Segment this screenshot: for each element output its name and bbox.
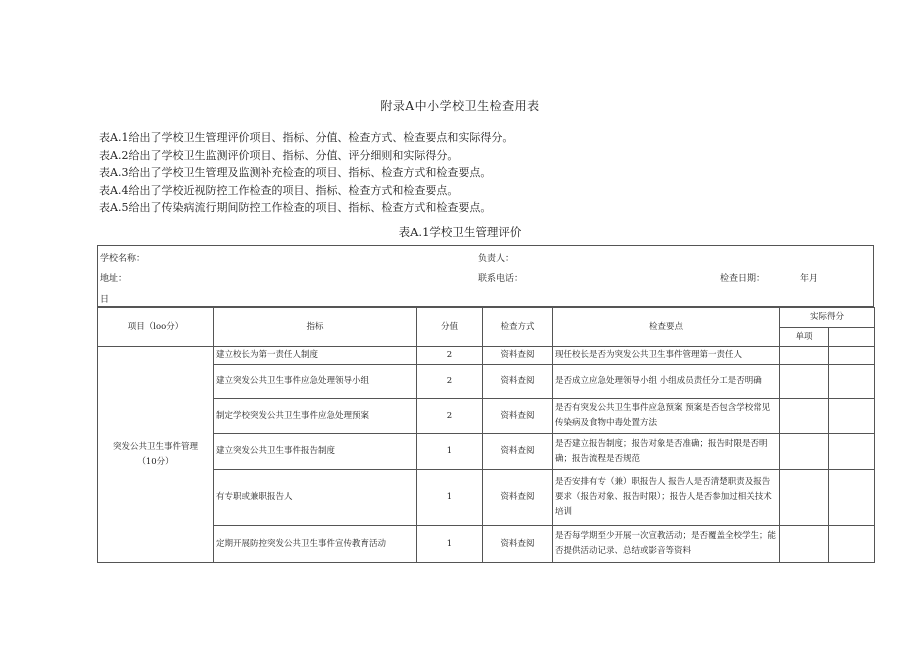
school-name-label: 学校名称： <box>100 254 146 264</box>
header-score: 分值 <box>417 308 483 347</box>
points-cell: 是否每学期至少开展一次宣教活动；是否覆盖全校学生；能否提供活动记录、总结或影音等资料 <box>553 526 780 563</box>
address-label: 地址： <box>100 274 128 284</box>
table-row <box>98 434 875 470</box>
points-cell: 现任校长是否为突发公共卫生事件管理第一责任人 <box>553 347 780 365</box>
method-cell: 资料查阅 <box>483 399 553 434</box>
single-score-cell <box>780 470 829 526</box>
intro-line: 表A.2给出了学校卫生监测评价项目、指标、分值、评分细则和实际得分。 <box>99 148 459 162</box>
group-cell <box>98 347 214 563</box>
table-row <box>98 347 875 365</box>
header-empty <box>829 328 875 347</box>
indicator-cell: 有专职或兼职报告人 <box>214 470 417 526</box>
group-score: （10分） <box>137 456 174 467</box>
table-row <box>98 526 875 563</box>
score-cell: 2 <box>417 347 483 365</box>
header-points: 检查要点 <box>553 308 780 347</box>
total-score-cell <box>829 434 875 470</box>
score-cell: 1 <box>417 434 483 470</box>
school-info-block <box>97 245 874 307</box>
table-title: 表A.1学校卫生管理评价 <box>398 225 522 239</box>
year-month-label: 年月 <box>800 274 819 284</box>
day-label: 日 <box>100 295 110 305</box>
single-score-cell <box>780 399 829 434</box>
header-item: 项目（loo分） <box>98 308 214 347</box>
indicator-cell: 定期开展防控突发公共卫生事件宣传教育活动 <box>214 526 417 563</box>
table-row <box>98 365 875 399</box>
intro-line: 表A.3给出了学校卫生管理及监测补充检查的项目、指标、检查方式和检查要点。 <box>99 166 492 179</box>
method-cell: 资料查阅 <box>483 526 553 563</box>
indicator-cell: 建立校长为第一责任人制度 <box>214 347 417 365</box>
single-score-cell <box>780 365 829 399</box>
indicator-cell: 建立突发公共卫生事件报告制度 <box>214 434 417 470</box>
table-row <box>98 399 875 434</box>
header-single: 单项 <box>780 328 829 347</box>
responsible-person-label: 负责人： <box>478 254 515 264</box>
method-cell: 资料查阅 <box>483 347 553 365</box>
points-cell: 是否建立报告制度；报告对象是否准确；报告时限是否明确；报告流程是否规范 <box>553 434 780 470</box>
phone-label: 联系电话： <box>478 274 524 284</box>
single-score-cell <box>780 434 829 470</box>
total-score-cell <box>829 347 875 365</box>
intro-line: 表A.5给出了传染病流行期间防控工作检查的项目、指标、检查方式和检查要点。 <box>99 201 492 214</box>
score-cell: 2 <box>417 365 483 399</box>
total-score-cell <box>829 470 875 526</box>
method-cell: 资料查阅 <box>483 365 553 399</box>
table-row <box>98 470 875 526</box>
check-date-label: 检查日期： <box>720 274 766 284</box>
single-score-cell <box>780 347 829 365</box>
method-cell: 资料查阅 <box>483 470 553 526</box>
intro-paragraph <box>99 129 859 217</box>
total-score-cell <box>829 365 875 399</box>
points-cell: 是否安排有专（兼）职报告人 报告人是否清楚职责及报告要求（报告对象、报告时限）；报告人是否参加过相关技术培训 <box>553 470 780 526</box>
indicator-cell: 制定学校突发公共卫生事件应急处理预案 <box>214 399 417 434</box>
intro-line: 表A.4给出了学校近视防控工作检查的项目、指标、检查方式和检查要点。 <box>99 183 459 197</box>
intro-line: 表A.1给出了学校卫生管理评价项目、指标、分值、检查方式、检查要点和实际得分。 <box>99 131 514 144</box>
header-indicator: 指标 <box>214 308 417 347</box>
group-name: 突发公共卫生事件管理 <box>112 441 198 452</box>
points-cell: 是否成立应急处理领导小组 小组成员责任分工是否明确 <box>553 365 780 399</box>
header-method: 检查方式 <box>483 308 553 347</box>
score-cell: 2 <box>417 399 483 434</box>
document-title: 附录A中小学校卫生检查用表 <box>380 99 540 113</box>
score-cell: 1 <box>417 526 483 563</box>
method-cell: 资料查阅 <box>483 434 553 470</box>
evaluation-table <box>97 307 875 563</box>
total-score-cell <box>829 526 875 563</box>
header-actual-score: 实际得分 <box>780 308 875 328</box>
score-cell: 1 <box>417 470 483 526</box>
single-score-cell <box>780 526 829 563</box>
total-score-cell <box>829 399 875 434</box>
indicator-cell: 建立突发公共卫生事件应急处理领导小组 <box>214 365 417 399</box>
points-cell: 是否有突发公共卫生事件应急预案 预案是否包含学校常见传染病及食物中毒处置方法 <box>553 399 780 434</box>
